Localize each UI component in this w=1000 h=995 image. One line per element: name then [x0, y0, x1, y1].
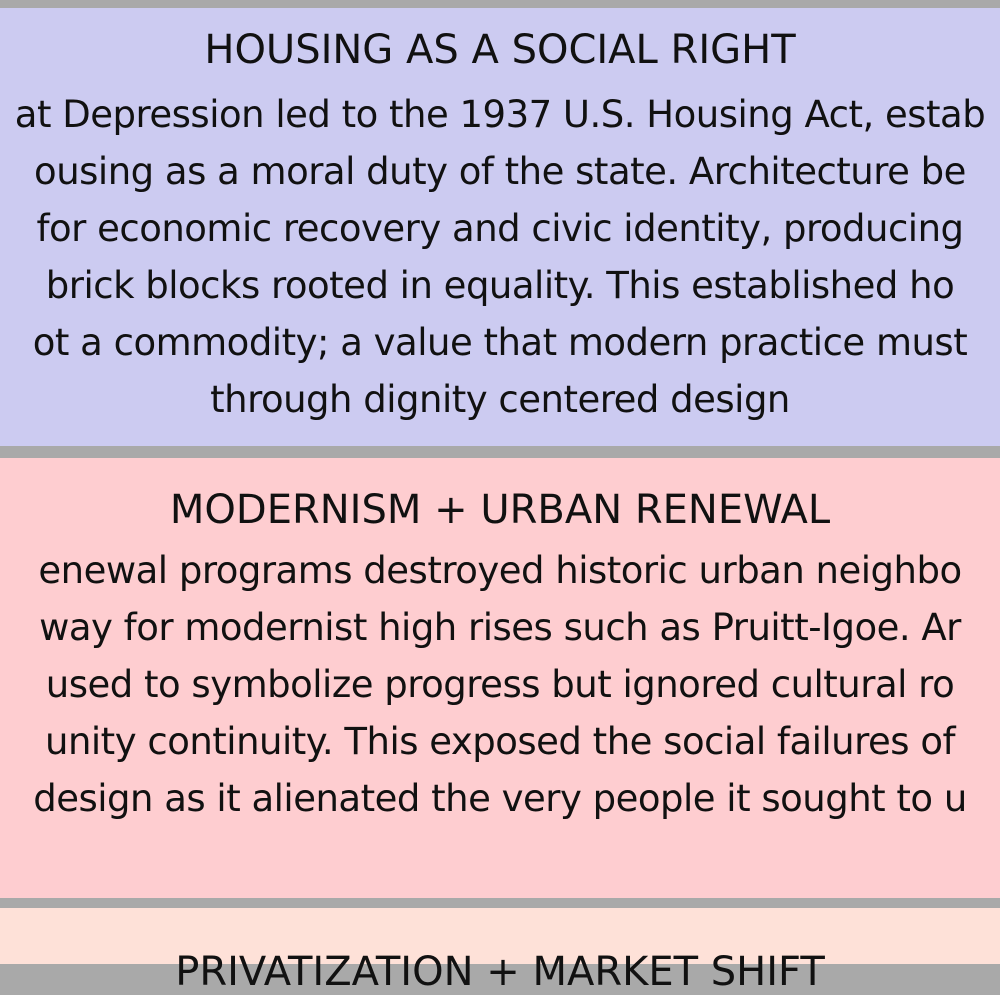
- section-privatization-market-shift: [0, 908, 1000, 995]
- section-heading: HOUSING AS A SOCIAL RIGHT: [204, 27, 796, 73]
- section-modernism-urban-renewal: [0, 458, 1000, 898]
- body-line: enewal programs destroyed historic urban neighbo: [38, 549, 962, 592]
- section-heading: MODERNISM + URBAN RENEWAL: [169, 487, 831, 533]
- body-line: ot a commodity; a value that modern practice must: [32, 321, 968, 364]
- body-line: design as it alienated the very people it sought to u: [33, 777, 967, 820]
- section-housing-social-right: [0, 8, 1000, 446]
- body-line: brick blocks rooted in equality. This established ho: [45, 264, 955, 307]
- body-line: ousing as a moral duty of the state. Architecture be: [34, 150, 966, 193]
- body-line: way for modernist high rises such as Pruitt-Igoe. Ar: [39, 606, 961, 649]
- section-heading: PRIVATIZATION + MARKET SHIFT: [175, 949, 825, 995]
- body-line: used to symbolize progress but ignored cultural ro: [45, 663, 955, 706]
- body-line: for economic recovery and civic identity, producing: [36, 207, 964, 250]
- body-line: through dignity centered design: [210, 378, 790, 421]
- body-line: unity continuity. This exposed the social failures of: [45, 720, 955, 763]
- body-line: at Depression led to the 1937 U.S. Housing Act, estab: [14, 93, 986, 136]
